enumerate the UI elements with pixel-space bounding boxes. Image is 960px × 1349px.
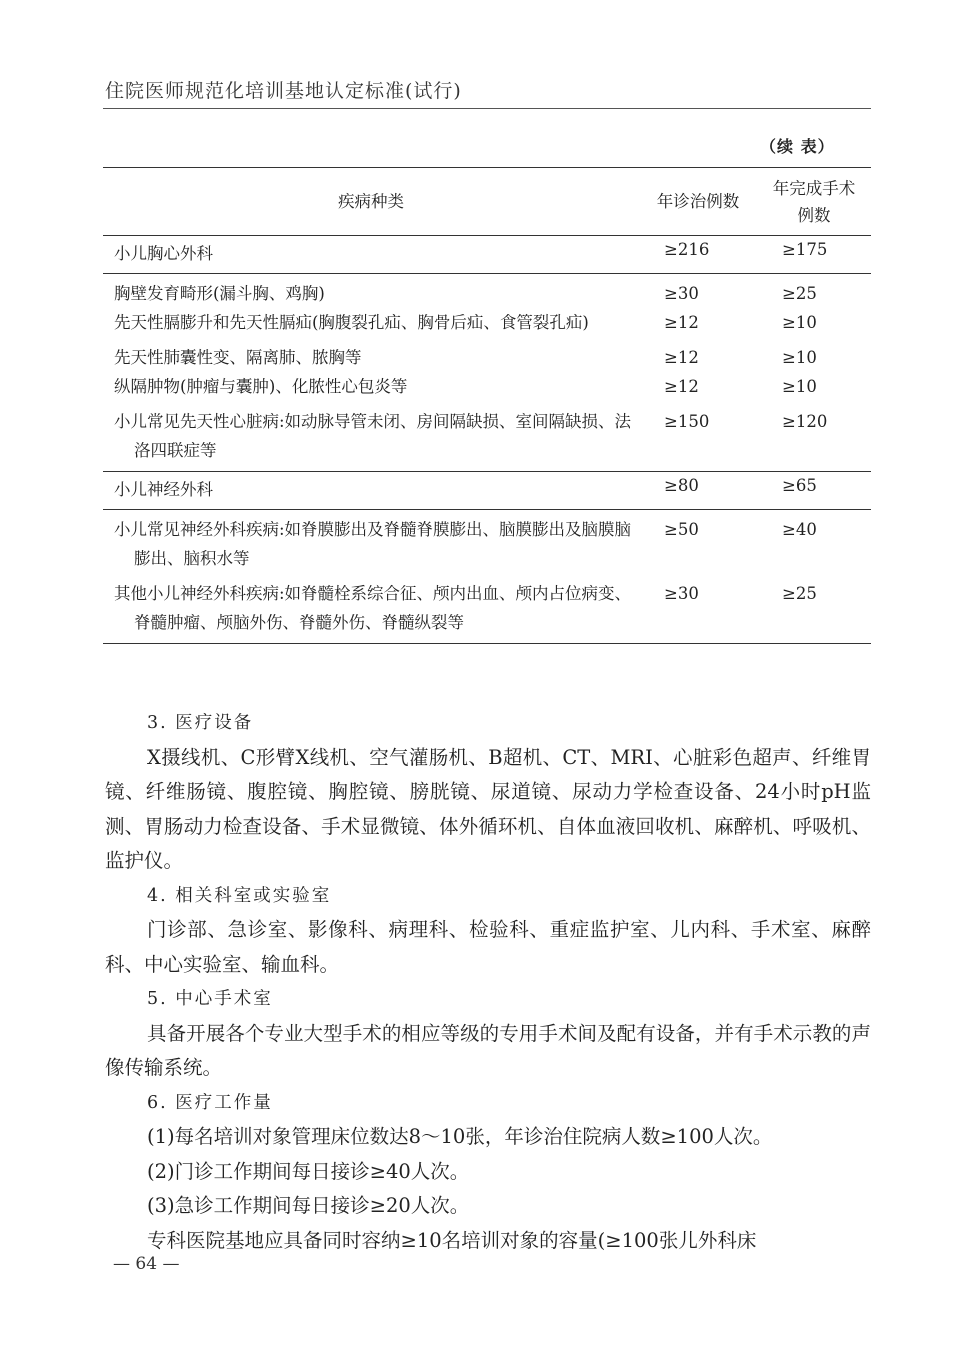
row-name: 纵隔肿物(肿瘤与囊肿)、化脓性心包炎等 bbox=[114, 377, 408, 396]
row-surgeries: ≥10 bbox=[782, 313, 817, 332]
row-surgeries: ≥40 bbox=[782, 520, 817, 539]
section-paragraph: (2)门诊工作期间每日接诊≥40人次。 bbox=[147, 1159, 470, 1183]
table-header-row bbox=[103, 168, 871, 236]
table-row bbox=[103, 274, 871, 309]
table-row bbox=[103, 343, 871, 372]
row-surgeries: ≥120 bbox=[782, 412, 828, 431]
table-row bbox=[103, 579, 871, 644]
table-row-group bbox=[103, 472, 871, 510]
row-surgeries: ≥25 bbox=[782, 284, 817, 303]
row-cases: ≥12 bbox=[664, 313, 699, 332]
body-text bbox=[105, 706, 871, 1258]
table-row-group bbox=[103, 236, 871, 274]
row-cases: ≥12 bbox=[664, 348, 699, 367]
table-row bbox=[103, 510, 871, 580]
table-continued-label: （续 表） bbox=[760, 137, 835, 156]
section-heading: 4. 相关科室或实验室 bbox=[147, 885, 332, 906]
row-surgeries: ≥175 bbox=[782, 240, 828, 259]
column-header-cases: 年诊治例数 bbox=[656, 192, 740, 211]
row-cases: ≥30 bbox=[664, 284, 699, 303]
row-name: 胸壁发育畸形(漏斗胸、鸡胸) bbox=[114, 284, 325, 303]
page-number: — 64 — bbox=[113, 1254, 180, 1274]
table-row bbox=[103, 372, 871, 407]
column-header-disease: 疾病种类 bbox=[338, 192, 404, 211]
section-heading: 3. 医疗设备 bbox=[147, 713, 254, 733]
disease-case-table bbox=[103, 167, 871, 644]
row-name: 其他小儿神经外科疾病:如脊髓栓系综合征、颅内出血、颅内占位病变、脊髓肿瘤、颅脑外伤、脊髓外伤、脊髓纵裂等 bbox=[114, 584, 632, 632]
row-name: 先天性膈膨升和先天性膈疝(胸腹裂孔疝、胸骨后疝、食管裂孔疝) bbox=[114, 313, 589, 332]
row-cases: ≥30 bbox=[664, 584, 699, 603]
row-cases: ≥216 bbox=[664, 240, 710, 259]
row-name: 先天性肺囊性变、隔离肺、脓胸等 bbox=[114, 348, 362, 367]
running-header: 住院医师规范化培训基地认定标准(试行) bbox=[105, 80, 462, 102]
row-name: 小儿常见神经外科疾病:如脊膜膨出及脊髓脊膜膨出、脑膜膨出及脑膜脑膨出、脑积水等 bbox=[114, 520, 632, 568]
row-name: 小儿神经外科 bbox=[114, 480, 213, 499]
section-paragraph: (3)急诊工作期间每日接诊≥20人次。 bbox=[147, 1194, 470, 1217]
section-heading: 6. 医疗工作量 bbox=[147, 1092, 273, 1113]
row-cases: ≥80 bbox=[664, 476, 699, 495]
section-paragraph: 专科医院基地应具备同时容纳≥10名培训对象的容量(≥100张儿外科床 bbox=[147, 1228, 757, 1252]
row-name: 小儿胸心外科 bbox=[114, 244, 213, 263]
column-header-surgeries: 年完成手术 例数 bbox=[772, 178, 856, 225]
header-rule bbox=[103, 108, 871, 109]
table-row bbox=[103, 407, 871, 472]
row-surgeries: ≥10 bbox=[782, 377, 817, 396]
row-surgeries: ≥25 bbox=[782, 584, 817, 603]
row-cases: ≥150 bbox=[664, 412, 710, 431]
row-name: 小儿常见先天性心脏病:如动脉导管未闭、房间隔缺损、室间隔缺损、法洛四联症等 bbox=[114, 412, 632, 460]
section-paragraph: 具备开展各个专业大型手术的相应等级的专用手术间及配有设备，并有手术示教的声像传输系统。 bbox=[105, 1021, 871, 1079]
table-row bbox=[103, 308, 871, 343]
section-paragraph: X摄线机、C形臂X线机、空气灌肠机、B超机、CT、MRI、心脏彩色超声、纤维胃镜、纤维肠镜、腹腔镜、胸腔镜、膀胱镜、尿道镜、尿动力学检查设备、24小时pH监测、胃肠动力检查设备、手术显微镜、体外循环机、自体血液回收机、麻醉机、呼吸机、监护仪。 bbox=[105, 745, 871, 872]
section-heading: 5. 中心手术室 bbox=[147, 989, 273, 1009]
row-cases: ≥12 bbox=[664, 377, 699, 396]
row-surgeries: ≥10 bbox=[782, 348, 817, 367]
section-paragraph: 门诊部、急诊室、影像科、病理科、检验科、重症监护室、儿内科、手术室、麻醉科、中心实验室、输血科。 bbox=[105, 918, 871, 976]
row-cases: ≥50 bbox=[664, 520, 699, 539]
row-surgeries: ≥65 bbox=[782, 476, 817, 495]
section-paragraph: (1)每名培训对象管理床位数达8～10张，年诊治住院病人数≥100人次。 bbox=[147, 1125, 773, 1148]
